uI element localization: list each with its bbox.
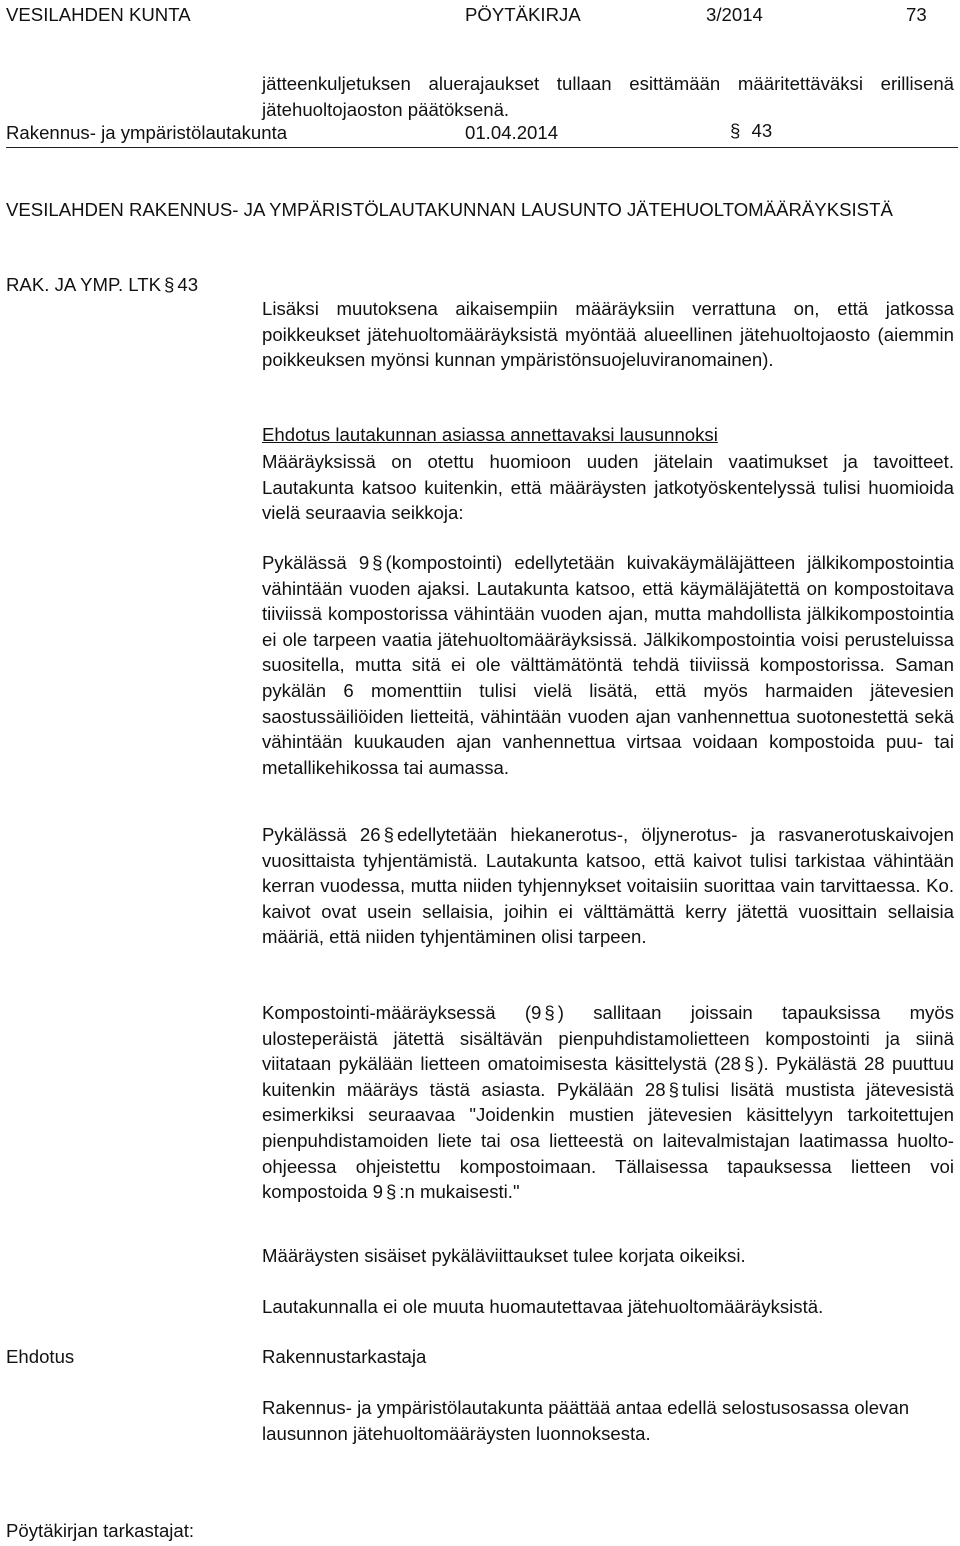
intro-paragraph: Lisäksi muutoksena aikaisempiin määräyksiin verrattuna on, että jatkossa poikkeukset jätehuoltomääräyksistä myöntää alueellinen jätehuoltojaosto (aiemmin poikkeuksen myönsi kunnan ympäristönsuojeluviranomainen). <box>262 298 954 371</box>
internal-refs-paragraph: Määräysten sisäiset pykäläviittaukset tulee korjata oikeiksi. <box>262 1245 746 1266</box>
proposal-decision-text: Rakennus- ja ympäristölautakunta päättää antaa edellä selostusosassa olevan lausunnon jätehuoltomääräysten luonnoksesta. <box>262 1397 910 1444</box>
header-org: VESILAHDEN KUNTA <box>6 4 191 25</box>
p26-pre: Pykälässä 26 <box>262 824 381 845</box>
section-divider <box>6 147 958 148</box>
komp-symbol-2: § <box>744 1053 755 1075</box>
header-doc-type: PÖYTÄKIRJA <box>465 4 581 25</box>
komp-e: :n mukaisesti." <box>399 1181 520 1203</box>
margin-reference-number: 43 <box>177 274 199 295</box>
footer-reviewers-label: Pöytäkirjan tarkastajat: <box>6 1520 195 1541</box>
p9-symbol: § <box>372 552 383 573</box>
header-page-number: 73 <box>906 4 927 25</box>
komp-symbol-3: § <box>668 1078 679 1100</box>
proposal-text: Määräyksissä on otettu huomioon uuden jätelain vaatimukset ja tavoitteet. Lautakunta katsoo kuitenkin, että määräysten jatkotyöskentelyssä tulisi huomioida vielä seuraavia seikkoja: <box>262 451 954 524</box>
komp-symbol-4: § <box>385 1181 397 1203</box>
section-number: 43 <box>751 120 773 141</box>
proposal-heading: Ehdotus lautakunnan asiassa annettavaksi lausunnoksi <box>262 424 718 445</box>
komp-symbol-1: § <box>544 1002 555 1023</box>
komp-c: ). Pykälästä 28 puuttuu kuitenkin määräys tästä asiasta. Pykälään 28 <box>262 1053 955 1100</box>
proposal-proposer: Rakennustarkastaja <box>262 1346 427 1367</box>
p9-post: (kompostointi) edellytetään kuivakäymäläjätteen jälkikompostointia vähintään vuoden ajaksi. Lautakunta katsoo, että käymäläjätettä on kompostoitava tiiviissä kompostorissa vähintään vuoden ajan, mutta mahdollista jälkikompostointia ei ole tarpeen vaatia jätehuoltomääräyksissä. Jälkikompostointia voisi perusteluissa suositella, mutta sitä ei ole välttämätöntä tehdä tiiviissä kompostorissa. Saman pykälän 6 momenttiin tulisi vielä lisätä, että myös harmaiden jätevesien saostussäiliöiden lietteitä, vähintään vuoden ajan vanhennettua suotonestettä sekä vähintään kuukauden ajan vanhennettua virtsaa voidaan kompostoida puu- tai metallikehikossa tai aumassa. <box>262 552 954 778</box>
no-more-remarks-paragraph: Lautakunnalla ei ole muuta huomautettavaa jätehuoltomääräyksistä. <box>262 1296 824 1317</box>
p9-pre: Pykälässä 9 <box>262 552 370 573</box>
komp-b: ) sallitaan joissain tapauksissa myös ulosteperäistä jätettä sisältävän pienpuhdistamolietteen kompostointi ja siinä viitataan pykälään lietteen omatoimisesta käsittelystä (28 <box>262 1002 954 1075</box>
header-issue: 3/2014 <box>706 4 763 25</box>
section-symbol <box>730 120 772 142</box>
komp-d: tulisi lisätä mustista jätevesistä esimerkiksi seuraavaa "Joidenkin mustien jätevesien käsittelyyn tarkoitettujen pienpuhdistamoiden liete tai osa lietteestä on laitevalmistajan laatimassa huolto-ohjeessa ohjeistettu kompostoimaan. Tällaisessa tapauksessa lietteen voi kompostoida 9 <box>262 1078 954 1203</box>
paragraph-section-9 <box>262 550 954 780</box>
carryover-text: jätteenkuljetuksen aluerajaukset tullaan esittämään määritettäväksi erillisenä jätehuoltojaoston päätöksenä. <box>262 73 954 120</box>
margin-reference <box>6 274 198 296</box>
p26-symbol: § <box>383 824 394 845</box>
p26-post: edellytetään hiekanerotus-, öljynerotus- ja rasvanerotuskaivojen vuosittaista tyhjentämistä. Lautakunta katsoo, että kaivot tulisi tarkistaa vähintään kerran vuodessa, mutta niiden tyhjennykset voitaisiin suorittaa vain tarvittaessa. Ko. kaivot ovat usein sellaisia, joihin ei välttämättä kerry jätettä vuosittain sellaisia määriä, että niiden tyhjentäminen olisi tarpeen. <box>262 824 954 948</box>
section-sign: § <box>730 120 741 141</box>
margin-reference-symbol: § <box>164 274 175 295</box>
document-title: VESILAHDEN RAKENNUS- JA YMPÄRISTÖLAUTAKUNNAN LAUSUNTO JÄTEHUOLTOMÄÄRÄYKSISTÄ <box>6 199 893 220</box>
proposal-label: Ehdotus <box>6 1346 75 1367</box>
margin-reference-label: RAK. JA YMP. LTK <box>6 274 162 295</box>
section-date: 01.04.2014 <box>465 122 559 143</box>
paragraph-composting <box>262 1000 954 1205</box>
paragraph-section-26 <box>262 822 954 950</box>
komp-a: Kompostointi-määräyksessä (9 <box>262 1002 542 1023</box>
section-body: Rakennus- ja ympäristölautakunta <box>6 122 288 143</box>
